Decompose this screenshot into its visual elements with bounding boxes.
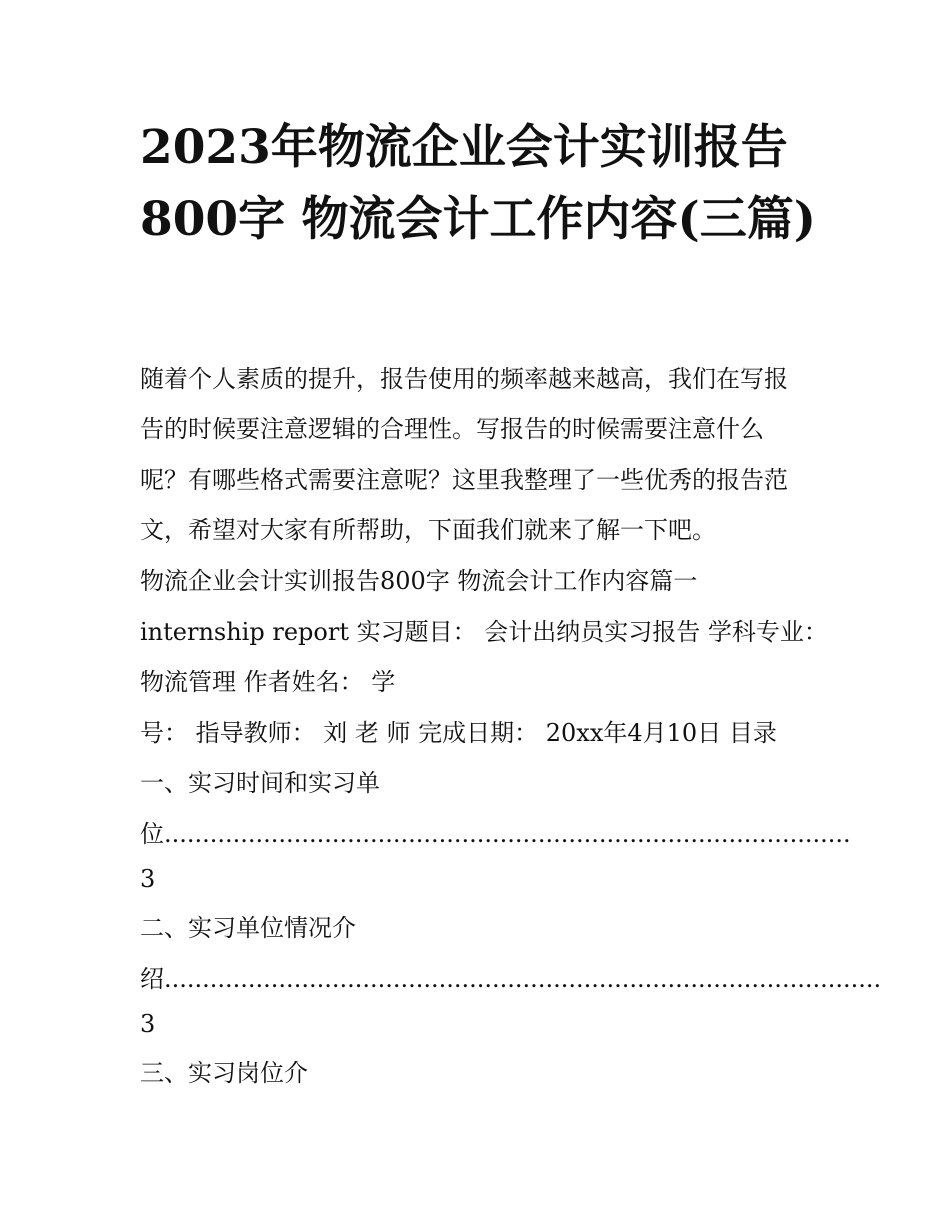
toc-entry-1-page: 3 [140, 865, 156, 893]
toc-entry-1-title: 一、实习时间和实习单 [140, 769, 380, 797]
intro-line-2: 告的时候要注意逻辑的合理性。写报告的时候需要注意什么 [140, 415, 764, 443]
report-meta-line-2: 物流管理 作者姓名： 学 [140, 668, 396, 696]
document-title: 2023年物流企业会计实训报告800字 物流会计工作内容(三篇) [140, 120, 816, 247]
toc-entry-3-title: 三、实习岗位介 [140, 1059, 308, 1087]
section-heading-1: 物流企业会计实训报告800字 物流会计工作内容篇一 [140, 567, 698, 595]
report-meta-line-3: 号： 指导教师： 刘 老 师 完成日期： 20xx年4月10日 目录 [140, 719, 777, 747]
intro-line-3: 呢？有哪些格式需要注意呢？这里我整理了一些优秀的报告范 [140, 466, 788, 494]
intro-line-4: 文，希望对大家有所帮助，下面我们就来了解一下吧。 [140, 516, 716, 544]
toc-entry-2-title: 二、实习单位情况介 [140, 914, 356, 942]
report-meta-line-1: internship report 实习题目： 会计出纳员实习报告 学科专业： [140, 618, 828, 646]
intro-line-1: 随着个人素质的提升，报告使用的频率越来越高，我们在写报 [140, 365, 788, 393]
toc-entry-1-leader: 位.......................................................................................... [140, 820, 851, 848]
toc-entry-2-leader: 绍.............................................................................................. [140, 965, 882, 993]
toc-entry-2-page: 3 [140, 1010, 156, 1038]
